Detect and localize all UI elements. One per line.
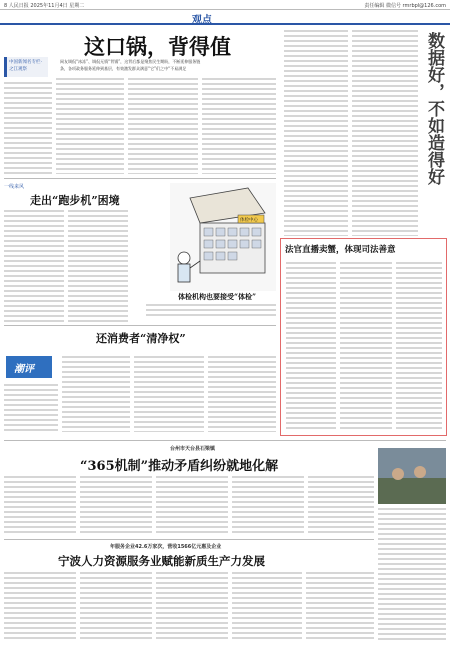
bottom2-text-2 [80, 572, 152, 642]
right-top-text-2 [352, 30, 418, 236]
running-column: 一线来风 [4, 184, 25, 190]
running-text-1 [4, 210, 64, 322]
bottom-right-text [378, 508, 446, 642]
bottom2-text-4 [232, 572, 302, 642]
cartoon-sign-text: 体检中心 [240, 218, 258, 223]
page-header [0, 0, 450, 10]
section-title: 观点 [192, 15, 212, 26]
column-badge-text: 中国新闻名专栏·之江观察 [9, 60, 42, 72]
lead-body-col-2 [128, 78, 198, 174]
court-text-3 [396, 262, 442, 432]
running-headline: 走出“跑步机”困境 [30, 194, 120, 207]
consumer-text-3 [134, 356, 204, 432]
court-text-2 [340, 262, 392, 432]
lead-subtitle-2: 条，各项政务服务延伸到基层，有效激发群众满意“它”们之中“不易满足 [60, 66, 187, 71]
bottom1-kicker: 台州市天台县石梁镇 [170, 446, 216, 452]
cartoon-caption: 体检机构也要接受“体检” [178, 292, 257, 301]
divider-1 [4, 178, 276, 179]
lead-headline: 这口锅，背得值 [84, 34, 231, 59]
photo-person-2 [414, 466, 426, 478]
right-top-text-1 [284, 30, 348, 236]
divider-2 [4, 325, 276, 326]
cartoon-figure-body [178, 264, 190, 282]
bottom1-text-1 [4, 476, 76, 536]
consumer-badge [6, 356, 52, 378]
running-text-2 [68, 210, 128, 322]
bottom1-text-5 [308, 476, 374, 536]
column-badge [4, 57, 48, 77]
photo-person-1 [392, 468, 404, 480]
bottom1-text-4 [232, 476, 304, 536]
bottom1-headline: “365机制”推动矛盾纠纷就地化解 [80, 459, 279, 474]
lead-body-col-1 [56, 78, 124, 174]
court-headline: 法官直播卖蟹，体现司法善意 [285, 245, 396, 255]
bottom1-text-2 [80, 476, 152, 536]
lead-subtitle-1: 网友调侃“冰冻”、调侃无情“背锅”，这背后都是聚焦民生期盼，不断延伸服务链 [60, 59, 201, 64]
court-text-1 [286, 262, 336, 432]
consumer-badge-text: 潮评 [14, 364, 34, 375]
divider-4 [4, 539, 374, 540]
consumer-text-4 [208, 356, 276, 432]
bottom-right-photo [378, 448, 446, 504]
divider-3 [4, 440, 446, 441]
bottom2-kicker: 年服务企业42.6万家次，营收1566亿元惠及企业 [110, 544, 222, 550]
page-header-right: 责任编辑 微信号 rmrbpl@126.com [364, 3, 446, 9]
cartoon-figure-head [178, 252, 190, 264]
consumer-text-2 [62, 356, 130, 432]
consumer-headline: 还消费者“清净权” [96, 332, 186, 345]
cartoon-note [146, 304, 276, 316]
photo-ground [378, 478, 446, 504]
left-column-text [4, 82, 52, 174]
cartoon-illustration [170, 183, 276, 291]
bottom2-text-5 [306, 572, 374, 642]
bottom2-text-1 [4, 572, 76, 642]
bottom1-text-3 [156, 476, 228, 536]
consumer-text-1 [4, 384, 58, 432]
page-header-left: 8 人民日报 2025年11月4日 星期二 [4, 3, 85, 9]
vertical-headline: 数据好，不如造得好 [424, 32, 444, 185]
section-bar [0, 11, 450, 25]
bottom2-headline: 宁波人力资源服务业赋能新质生产力发展 [58, 554, 265, 568]
lead-body-col-3 [202, 78, 276, 174]
bottom2-text-3 [156, 572, 228, 642]
